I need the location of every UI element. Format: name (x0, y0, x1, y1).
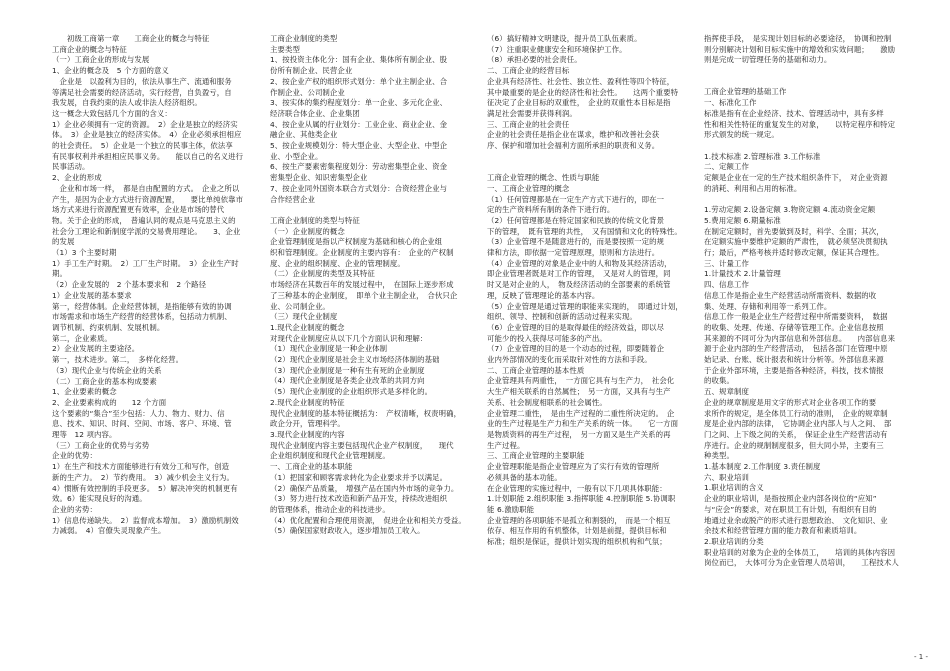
text-line: 1.计划职能 2.组织职能 3.指挥职能 4.控制职能 5.协调职 (487, 494, 676, 504)
text-line: 下的管理， 既有管理的共性， 又有国情和文化的特殊性。 (487, 226, 682, 236)
text-line: 度、企业的组织制度、企业的管理制度。 (270, 258, 405, 268)
text-line: 标准是指有在企业经济、技术、管理活动中，具有多样 (704, 108, 884, 118)
text-line: 源于企业内部的生产经营活动， 包括各部门在管理中原 (704, 344, 888, 354)
text-line: 理等 12 项内容。 (52, 430, 117, 440)
text-line: 必须具备的基本功能。 (487, 472, 562, 482)
text-line: 2）企业发展的主要途径。 (52, 344, 140, 354)
text-line: 社会分工理论和新制度学派的交易费用理论。 3、企业 (52, 226, 241, 236)
text-line: 形式颁发的统一规定。 (704, 130, 779, 140)
text-line (270, 205, 476, 216)
text-line: （1）3 个主要时期 (52, 248, 117, 258)
text-line: 于企业外部环境，主要是指各种经济，科技，技术情报 (704, 365, 884, 375)
text-line: （4）企业管理的对象是企业中的人和物及其经济活动， (487, 258, 672, 268)
text-line: 1、按投资主体化分：国有企业、集体所有制企业、股 (270, 55, 448, 65)
text-line: 信息工作是指企业生产经营活动所需资料、数据的收 (704, 290, 877, 300)
text-line: 工商企业的概念与特征 (52, 44, 127, 54)
text-line: 1）在生产和技术方面能够进行有效分工和写作，创造 (52, 462, 230, 472)
text-line: 即企业管理者既是对工作的管理， 又是对人的管理，同 (487, 269, 671, 279)
text-line: 关系、社会制度相联系的社会属性。 (487, 397, 607, 407)
text-line: 企业和市场一样， 都是自由配置的方式。 企业之所以 (52, 183, 240, 193)
text-line: 行；最后，严格考核并适时修改定额，保证其合理性。 (704, 248, 884, 257)
text-line: 的消耗、利用和占用的标准。 (704, 183, 802, 193)
text-line: 二、工商企业管理的基本性质 (487, 365, 585, 375)
text-line: 这个要素的“集合”至少包括：人力、物力、财力、信 (52, 408, 225, 418)
text-line: 企业的社会责任是指企业在谋求，维护和改善社会获 (487, 130, 660, 140)
text-line: 2、企业要素构成的 12 个方面 (52, 397, 167, 407)
text-line: 业、小型企业。 (270, 151, 323, 161)
text-line: 第二，企业素质。 (52, 333, 112, 343)
text-line: 满足社会需要并获得利润。 (487, 108, 577, 118)
text-line: 作制企业、公司制企业 (270, 87, 345, 97)
text-line: 的收集。 (704, 376, 734, 386)
text-line: 4、按企业从属的行业划分：工业企业、商业企业、金 (270, 119, 448, 129)
text-line: 其来源的不同可分为内部信息和外部信息。 内部信息来 (704, 333, 896, 343)
text-line: （1）任何管理都是在一定生产方式下进行的，即在一 (487, 194, 665, 204)
text-line: 1.基本制度 2.工作制度 3.责任制度 (704, 462, 821, 472)
text-line: 企业管理二重性， 是由生产过程的二重性所决定的。 企 (487, 408, 675, 418)
text-line: （2）现代企业制度是社会主义市场经济体制的基础 (270, 355, 440, 365)
text-line: 份所有制企业、民营企业 (270, 66, 353, 76)
text-line: 民事活动。 (52, 162, 90, 172)
text-line: 1、企业的概念及 5 个方面的意义 (52, 66, 169, 76)
text-line: 工商企业制度的类型 (270, 34, 338, 43)
text-line: 有民事权利并承担相应民事义务。 能以自己的名义进行 (52, 151, 244, 161)
text-line: 二、工商企业的经营目标 (487, 66, 570, 76)
text-line: 生产过程。 (487, 440, 525, 450)
text-line: 1）手工生产时期。 2）工厂生产时期。 3）企业生产时 (52, 258, 239, 268)
text-line: 岗位而已， 大体可分为企业管理人员培训， 工程技术人 (704, 558, 899, 568)
text-line: 业的生产过程是生产力和生产关系的统一体。 它一方面 (487, 419, 679, 429)
text-line: （三）现代企业制度 (270, 312, 338, 322)
text-line: 五、规章制度 (704, 387, 749, 397)
text-line: 这一概念大致包括几个方面的含义： (52, 108, 172, 118)
text-line: 业、公司制企业。 (270, 301, 330, 311)
text-line: 3.现代企业制度的内容 (270, 430, 345, 439)
text-line: 在制定定额时，首先要做到及时，科学、全面；其次， (704, 226, 884, 236)
text-line: 能 6.激励职能 (487, 504, 535, 514)
text-line (704, 195, 910, 206)
text-line: （二）工商企业的基本构成要素 (52, 376, 157, 386)
text-line: （3）现代企业制度是一种有生有死的企业制度 (270, 365, 425, 375)
text-line: 新的生产力。 2）节约费用。 3）减少机会主义行为。 (52, 472, 234, 482)
text-line: 序进行。企业的规制制度很多，但大同小异，主要有三 (704, 440, 884, 450)
text-line: 始记录、台账、统计报表和统计分析等。外部信息来源 (704, 355, 884, 365)
text-column-4 (704, 34, 910, 654)
text-line: 企业组织制度和现代企业管理制度。 (270, 451, 390, 461)
text-line: 2.职业培训的分类 (704, 536, 764, 546)
text-line: 现代企业制度内容主要包括现代企业产权制度， 现代 (270, 440, 454, 450)
text-line: 1.职业培训的含义 (704, 483, 764, 493)
text-line: （7）企业管理的目的是一个动态的过程，即要随着企 (487, 344, 665, 354)
text-line: 序、保护和增加社会福利方面所承担的职责和义务。 (487, 141, 660, 151)
text-line: （4）优化配置和合理使用资源， 促进企业和相关方受益。 (270, 515, 466, 525)
text-line: 则分别解决计划和目标实施中的增效和实效问题； 激励 (704, 44, 896, 54)
text-line: 息、技术、知识、时间、空间、市场、客户、环境、管 (52, 419, 232, 429)
text-line: 征决定了企业目标的双重性， 企业的双重性本目标是指 (487, 98, 671, 108)
text-line: 定的生产资料所有制的条件下进行的。 (487, 205, 615, 215)
text-line: 度是企业内部的法律， 它协调企业内部人与人之间、 部 (704, 419, 892, 429)
text-line: 体。 3）企业是独立的经济实体。 4）企业必须承担相应 (52, 130, 242, 140)
text-line: 2、按企业产权的组织形式划分：单个业主制企业、合 (270, 76, 448, 86)
text-line: 了三种基本的企业制度， 即单个业主制企业， 合伙只企 (270, 290, 458, 300)
text-line: 是物质资料的再生产过程， 另一方面又是生产关系的再 (487, 429, 671, 439)
text-line: 政企分开，管理科学。 (270, 419, 345, 429)
text-line: 调节机制、约束机制、发展机制。 (52, 322, 165, 332)
text-line: （1）把国家和顾客需求转化为企业要求并予以满足。 (270, 472, 448, 482)
text-line: 织和管理制度。企业制度的主要内容有： 企业的产权制 (270, 248, 454, 258)
text-line: 场方式来进行资源配置更有效率，企业是市场的替代 (52, 205, 225, 215)
text-line: 第一，技术进步。第二， 多样化经营。 (52, 355, 184, 365)
text-line: （三）工商企业的优势与劣势 (52, 440, 150, 450)
text-line: 5、按企业规模划分：特大型企业、大型企业、中型企 (270, 141, 448, 151)
text-line: 融企业、其他类企业 (270, 130, 338, 140)
text-line: 1、企业要素的概念 (52, 387, 117, 397)
text-line: （2）任何管理都是在特定国家和民族的传统文化背景 (487, 215, 665, 225)
text-line: （5）现代企业制度的企业组织形式是多样化的。 (270, 387, 433, 397)
text-line: 合作经营企业 (270, 194, 315, 204)
text-line: 职业培训的对象为企业的全体员工， 培训的具体内容因 (704, 547, 896, 557)
text-line: （5）企业管理是通过管理的职能来实现的， 即通过计划， (487, 301, 683, 311)
text-line: 在企业管理的实施过程中，一般有以下几项具体职能： (487, 483, 667, 493)
text-line: 7、按企业同外国资本联合方式划分：合资经营企业与 (270, 183, 448, 193)
text-line: 主要类型 (270, 44, 300, 54)
text-line: 业内外部情况的变化而采取针对性的方法和手段。 (487, 355, 652, 365)
text-line: 的管理体系，推动企业的科技进步。 (270, 504, 390, 514)
text-line: 四、信息工作 (704, 280, 749, 290)
text-line: 一、标准化工作 (704, 98, 757, 108)
text-line: 六、职业培训 (704, 472, 749, 482)
text-line: 6、按生产要素密集程度划分：劳动密集型企业、资金 (270, 162, 448, 172)
text-line: 性和相关性特征的重复发生的对象， 以特定程序和特定 (704, 119, 896, 129)
text-line: 3、按实体的集约程度划分：单一企业、多元化企业、 (270, 98, 448, 108)
text-line: （6）企业管理的目的是取得最佳的经济效益，即以尽 (487, 322, 665, 332)
text-line: 企业管理的各项职能不是孤立和割裂的， 而是一个相互 (487, 515, 671, 525)
text-line: 其中最重要的是企业的经济性和社会性。 这两个重要特 (487, 87, 679, 97)
text-line: 三、工商企业管理的主要职能 (487, 451, 585, 461)
text-line: 定额是企业在一定的生产技术组织条件下， 对企业资源 (704, 173, 888, 183)
text-line: （7）注重职业健康安全和环境保护工作。 (487, 44, 627, 54)
text-line: 三、计量工作 (704, 258, 749, 268)
text-line: 1.计量技术 2.计量管理 (704, 269, 781, 279)
text-line: 产生，是因为企业方式进行资源配置， 要比单纯依靠市 (52, 194, 244, 204)
page-number: - 1 - (914, 653, 928, 661)
text-line: 企业管理制度是指以产权制度为基础和核心的企业组 (270, 237, 443, 247)
text-line: 力减弱。 4）官僚失灵现象产生。 (52, 526, 166, 536)
text-line: 工商企业管理的概念、性质与职能 (487, 173, 600, 183)
text-line: 密集型企业、知识密集型企业 (270, 173, 368, 183)
text-line: 信息工作一般是企业生产经营过程中所需要资料， 数据 (704, 312, 888, 322)
text-line: 经济联合体企业、企业集团 (270, 108, 360, 118)
text-line (704, 66, 910, 77)
text-line: 企业管理职能是指企业管理应为了实行有效的管理所 (487, 462, 660, 472)
text-line (704, 77, 910, 88)
text-line: 对现代企业制度应从以下几个方面认识和理解： (270, 333, 428, 343)
text-line: （5）确保国家财政收入，逐步增加员工收入。 (270, 526, 425, 536)
text-line: （3）企业管理不是随意进行的，而是要按照一定的规 (487, 237, 665, 247)
text-line: （4）现代企业制度是各类企业改革的共同方向 (270, 376, 425, 386)
text-line: 二、定额工作 (704, 162, 749, 172)
text-line: 的收集、处理、传递、存储等管理工作。企业信息按照 (704, 322, 884, 332)
text-line: 工商企业制度的类型与特征 (270, 215, 360, 225)
text-column-3 (487, 34, 693, 654)
text-line: （一）企业制度的概念 (270, 226, 345, 236)
text-line: 企业是 以盈利为目的，依法从事生产、流通和服务 (52, 76, 232, 86)
text-line: （1）现代企业制度是一种企业体制 (270, 344, 388, 354)
text-line: 1）企业发展的基本要求 (52, 290, 132, 300)
text-line: 1.现代企业制度的概念 (270, 322, 345, 332)
text-line: 一、工商企业的基本职能 (270, 462, 353, 472)
text-line: 工商企业管理的基础工作 (704, 87, 787, 97)
text-line: 依存、相互作用的有机整体，计划是前提，提供目标和 (487, 526, 667, 536)
text-line: （3）现代企业与传统企业的关系 (52, 365, 162, 375)
text-line: 1）企业必须拥有一定的资源。 2）企业是独立的经济实 (52, 119, 238, 129)
text-line: 市场经济在其数百年的发展过程中， 在国际上逐步形成 (270, 280, 454, 290)
text-line: 1.技术标准 2.管理标准 3.工作标准 (704, 151, 821, 161)
text-line: 标准；组织是保证，提供计划实现的组织机构和气氛； (487, 537, 667, 547)
text-line: 时又是对企业的人， 物及经济活动的全部要素的系统管 (487, 280, 671, 290)
text-line: 可能少的投入获得尽可能多的产出。 (487, 333, 607, 343)
text-line: 市场需求和市场生产经营的经营体系，包括动力机制、 (52, 312, 232, 322)
text-line: 集、处理、存储和利用等一系列工作。 (704, 301, 832, 311)
text-line (704, 141, 910, 152)
text-line: （一）工商企业的形成与发展 (52, 55, 150, 65)
text-line: 种类型。 (704, 451, 734, 461)
text-column-1 (52, 34, 258, 654)
text-line: 初级工商第一章 工商企业的概念与特征 (52, 34, 210, 43)
text-line: 地通过业余或脱产的形式进行思想政治、 文化知识、业 (704, 515, 888, 525)
text-line: 1.劳动定额 2.设备定额 3.物资定额 4.流动资金定额 (704, 205, 876, 215)
text-line: 则是完成一切管理任务的基础和动力。 (704, 55, 832, 65)
text-line: 5.费用定额 6.期量标准 (704, 215, 781, 225)
text-line: （3）努力进行技术改造和新产品开发，持续改进组织 (270, 494, 448, 504)
text-line: 指挥使手段， 是实现计划目标的必要途径， 协调和控制 (704, 34, 892, 43)
text-line: 2.现代企业制度的特征 (270, 397, 345, 407)
text-line: （8）承担必要的社会责任。 (487, 55, 582, 65)
text-line: 期。 (52, 269, 67, 279)
text-line: 与“应会”的要求，对在职员工有计划，有组织有目的 (704, 504, 877, 514)
text-line: 物。关于企业的形成， 普遍认同的观点是马克思主义的 (52, 215, 236, 225)
text-line: 企业管理具有两重性， 一方面它具有与生产力， 社会化 (487, 376, 675, 386)
text-line: 的发展 (52, 237, 75, 247)
text-line (487, 162, 693, 173)
text-line: 理，反映了管理理论的基本内容。 (487, 290, 600, 300)
text-line: （2）确保产品质量， 增强产品在国内外市场的竞争力。 (270, 483, 459, 493)
text-line: 我发展，自我约束的法人或非法人经济组织。 (52, 98, 202, 108)
text-line: 求所作的规定，是全体员工行动的准则， 企业的规章制 (704, 408, 888, 418)
text-line: 现代企业制度的基本特征概括为： 产权清晰，权责明确， (270, 408, 462, 418)
text-column-2 (270, 34, 476, 654)
text-line: 企业具有经济性、社会性、独立性、盈利性等四个特征， (487, 76, 675, 86)
text-line: 三、工商企业的社会责任 (487, 119, 570, 129)
text-line: 组织、领导、控制和创新的活动过程来实现。 (487, 312, 637, 322)
text-line: 企业的规章制度是用文字的形式对企业各项工作的要 (704, 397, 877, 407)
text-line: 一、工商企业管理的概念 (487, 183, 570, 193)
text-line: 在定额实施中要维护定额的严肃性， 就必须坚决贯彻执 (704, 237, 888, 247)
text-line: 企业的劣势： (52, 504, 97, 514)
text-line: （2）企业发展的 2 个基本要求和 2 个路径 (52, 280, 207, 290)
text-line: 门之间、上下级之间的关系， 保证企业生产经营活动有 (704, 429, 888, 439)
text-line: 大生产相关联系的自然属性； 另一方面，又具有与生产 (487, 387, 671, 397)
text-line: 企业的职业培训，是指按照企业内部各岗位的“应知” (704, 494, 877, 504)
text-line: 第一，经营体制。企业经营体制，是指能够有效的协调 (52, 301, 232, 311)
text-line (487, 152, 693, 163)
text-line: （二）企业制度的类型及其特征 (270, 269, 375, 279)
text-line: 4）惯断有效控制的手段更多。 5）解决冲突的机制更有 (52, 483, 238, 493)
text-line: 等满足社会需要的经济活动，实行经营，自负盈亏，自 (52, 87, 232, 97)
text-line: 1）信息传递缺失。 2）监督成本增加。 3）激励机制效 (52, 515, 239, 525)
text-line: 企业的优势： (52, 451, 97, 461)
text-line: 余技术和经营管理方面的能力教育和素质培训。 (704, 526, 862, 536)
text-line: 的社会责任。 5）企业是一个独立的民事主体，依法享 (52, 141, 233, 151)
text-line: 2、企业的形成 (52, 173, 102, 183)
text-line: 效。6）能实现良好的沟通。 (52, 494, 147, 504)
text-line: （6）搞好精神文明建设，提升员工队伍素质。 (487, 34, 642, 43)
text-line: 律和方法，即依据一定管理原理，原则和方法进行。 (487, 248, 660, 258)
